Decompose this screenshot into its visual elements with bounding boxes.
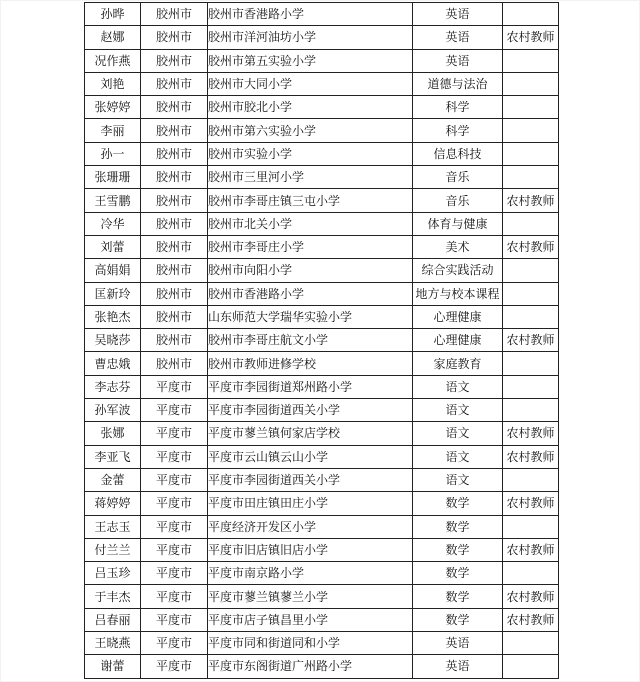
city-cell: 胶州市 [141, 212, 208, 235]
teacher-name-cell: 吕玉珍 [85, 562, 141, 585]
teacher-name-cell: 谢蕾 [85, 655, 141, 678]
table-row [85, 375, 559, 398]
school-cell: 胶州市胶北小学 [208, 96, 413, 119]
teacher-name-cell: 刘艳 [85, 72, 141, 95]
table-row [85, 632, 559, 655]
subject-cell: 心理健康 [413, 305, 503, 328]
city-cell: 平度市 [141, 375, 208, 398]
table-row [85, 492, 559, 515]
city-cell: 胶州市 [141, 119, 208, 142]
school-cell: 胶州市洋河油坊小学 [208, 26, 413, 49]
school-cell: 平度市东阁街道广州路小学 [208, 655, 413, 678]
city-cell: 胶州市 [141, 235, 208, 258]
subject-cell: 心理健康 [413, 329, 503, 352]
school-cell: 平度市蓼兰镇何家店学校 [208, 422, 413, 445]
table-row [85, 49, 559, 72]
city-cell: 胶州市 [141, 166, 208, 189]
subject-cell: 英语 [413, 655, 503, 678]
table-row [85, 305, 559, 328]
teacher-name-cell: 王雪鹏 [85, 189, 141, 212]
city-cell: 平度市 [141, 492, 208, 515]
subject-cell: 语文 [413, 445, 503, 468]
note-cell: 农村教师 [503, 492, 559, 515]
school-cell: 胶州市三里河小学 [208, 166, 413, 189]
table-row [85, 655, 559, 678]
subject-cell: 数学 [413, 585, 503, 608]
table-row [85, 538, 559, 561]
city-cell: 胶州市 [141, 282, 208, 305]
school-cell: 胶州市香港路小学 [208, 282, 413, 305]
note-cell [503, 72, 559, 95]
note-cell [503, 166, 559, 189]
city-cell: 胶州市 [141, 352, 208, 375]
teacher-name-cell: 张娜 [85, 422, 141, 445]
subject-cell: 英语 [413, 3, 503, 26]
teacher-name-cell: 况作燕 [85, 49, 141, 72]
school-cell: 胶州市实验小学 [208, 142, 413, 165]
subject-cell: 英语 [413, 49, 503, 72]
city-cell: 平度市 [141, 515, 208, 538]
table-row [85, 352, 559, 375]
note-cell: 农村教师 [503, 585, 559, 608]
teacher-name-cell: 孙军波 [85, 399, 141, 422]
school-cell: 平度市云山镇云山小学 [208, 445, 413, 468]
teacher-name-cell: 匡新玲 [85, 282, 141, 305]
subject-cell: 数学 [413, 538, 503, 561]
teacher-name-cell: 蒋婷婷 [85, 492, 141, 515]
roster-table-body [85, 3, 559, 679]
subject-cell: 综合实践活动 [413, 259, 503, 282]
school-cell: 平度市李园街道西关小学 [208, 399, 413, 422]
school-cell: 胶州市李哥庄航文小学 [208, 329, 413, 352]
school-cell: 平度市李园街道郑州路小学 [208, 375, 413, 398]
school-cell: 胶州市香港路小学 [208, 3, 413, 26]
note-cell [503, 49, 559, 72]
subject-cell: 道德与法治 [413, 72, 503, 95]
table-row [85, 259, 559, 282]
subject-cell: 家庭教育 [413, 352, 503, 375]
subject-cell: 英语 [413, 26, 503, 49]
subject-cell: 数学 [413, 515, 503, 538]
subject-cell: 语文 [413, 399, 503, 422]
note-cell: 农村教师 [503, 445, 559, 468]
school-cell: 胶州市大同小学 [208, 72, 413, 95]
city-cell: 胶州市 [141, 49, 208, 72]
teacher-roster-table [84, 2, 559, 679]
teacher-name-cell: 孙晔 [85, 3, 141, 26]
table-row [85, 166, 559, 189]
note-cell: 农村教师 [503, 329, 559, 352]
table-row [85, 562, 559, 585]
note-cell [503, 468, 559, 491]
city-cell: 平度市 [141, 585, 208, 608]
table-row [85, 282, 559, 305]
teacher-name-cell: 张婷婷 [85, 96, 141, 119]
school-cell: 平度市李园街道西关小学 [208, 468, 413, 491]
table-row [85, 3, 559, 26]
school-cell: 胶州市教师进修学校 [208, 352, 413, 375]
teacher-name-cell: 李亚飞 [85, 445, 141, 468]
city-cell: 平度市 [141, 468, 208, 491]
note-cell [503, 119, 559, 142]
note-cell [503, 96, 559, 119]
table-row [85, 142, 559, 165]
city-cell: 平度市 [141, 632, 208, 655]
school-cell: 平度市蓼兰镇蓼兰小学 [208, 585, 413, 608]
note-cell [503, 562, 559, 585]
note-cell: 农村教师 [503, 538, 559, 561]
table-row [85, 445, 559, 468]
note-cell [503, 632, 559, 655]
subject-cell: 英语 [413, 632, 503, 655]
subject-cell: 数学 [413, 492, 503, 515]
subject-cell: 地方与校本课程 [413, 282, 503, 305]
city-cell: 胶州市 [141, 259, 208, 282]
city-cell: 胶州市 [141, 329, 208, 352]
table-row [85, 119, 559, 142]
subject-cell: 语文 [413, 468, 503, 491]
note-cell [503, 3, 559, 26]
teacher-name-cell: 李丽 [85, 119, 141, 142]
teacher-name-cell: 曹忠娥 [85, 352, 141, 375]
teacher-name-cell: 张艳杰 [85, 305, 141, 328]
note-cell [503, 655, 559, 678]
subject-cell: 音乐 [413, 166, 503, 189]
table-row [85, 329, 559, 352]
teacher-name-cell: 王晓燕 [85, 632, 141, 655]
table-row [85, 468, 559, 491]
teacher-name-cell: 王志玉 [85, 515, 141, 538]
school-cell: 山东师范大学瑞华实验小学 [208, 305, 413, 328]
teacher-name-cell: 张珊珊 [85, 166, 141, 189]
note-cell: 农村教师 [503, 189, 559, 212]
school-cell: 胶州市第五实验小学 [208, 49, 413, 72]
school-cell: 胶州市第六实验小学 [208, 119, 413, 142]
city-cell: 平度市 [141, 538, 208, 561]
school-cell: 平度市同和街道同和小学 [208, 632, 413, 655]
teacher-name-cell: 于丰杰 [85, 585, 141, 608]
teacher-name-cell: 吕春丽 [85, 608, 141, 631]
subject-cell: 美术 [413, 235, 503, 258]
note-cell: 农村教师 [503, 26, 559, 49]
city-cell: 胶州市 [141, 72, 208, 95]
teacher-name-cell: 付兰兰 [85, 538, 141, 561]
teacher-name-cell: 李志芬 [85, 375, 141, 398]
school-cell: 胶州市李哥庄小学 [208, 235, 413, 258]
subject-cell: 体育与健康 [413, 212, 503, 235]
subject-cell: 科学 [413, 119, 503, 142]
subject-cell: 信息科技 [413, 142, 503, 165]
subject-cell: 数学 [413, 608, 503, 631]
note-cell [503, 212, 559, 235]
city-cell: 平度市 [141, 608, 208, 631]
subject-cell: 语文 [413, 375, 503, 398]
table-row [85, 422, 559, 445]
teacher-name-cell: 金蕾 [85, 468, 141, 491]
city-cell: 胶州市 [141, 305, 208, 328]
city-cell: 平度市 [141, 399, 208, 422]
table-row [85, 608, 559, 631]
school-cell: 胶州市李哥庄镇三屯小学 [208, 189, 413, 212]
table-row [85, 235, 559, 258]
subject-cell: 音乐 [413, 189, 503, 212]
subject-cell: 语文 [413, 422, 503, 445]
school-cell: 胶州市北关小学 [208, 212, 413, 235]
note-cell: 农村教师 [503, 422, 559, 445]
teacher-name-cell: 高娟娟 [85, 259, 141, 282]
teacher-name-cell: 孙一 [85, 142, 141, 165]
table-row [85, 585, 559, 608]
table-row [85, 189, 559, 212]
teacher-name-cell: 刘蕾 [85, 235, 141, 258]
note-cell: 农村教师 [503, 235, 559, 258]
city-cell: 胶州市 [141, 3, 208, 26]
note-cell [503, 142, 559, 165]
teacher-name-cell: 冷华 [85, 212, 141, 235]
city-cell: 胶州市 [141, 26, 208, 49]
table-row [85, 515, 559, 538]
teacher-name-cell: 赵娜 [85, 26, 141, 49]
subject-cell: 科学 [413, 96, 503, 119]
note-cell [503, 375, 559, 398]
teacher-name-cell: 吴晓莎 [85, 329, 141, 352]
table-row [85, 399, 559, 422]
city-cell: 平度市 [141, 422, 208, 445]
note-cell: 农村教师 [503, 608, 559, 631]
city-cell: 平度市 [141, 655, 208, 678]
note-cell [503, 259, 559, 282]
note-cell [503, 515, 559, 538]
note-cell [503, 282, 559, 305]
note-cell [503, 305, 559, 328]
school-cell: 平度市南京路小学 [208, 562, 413, 585]
table-row [85, 96, 559, 119]
table-row [85, 212, 559, 235]
school-cell: 平度市田庄镇田庄小学 [208, 492, 413, 515]
table-row [85, 26, 559, 49]
city-cell: 胶州市 [141, 142, 208, 165]
subject-cell: 数学 [413, 562, 503, 585]
city-cell: 平度市 [141, 562, 208, 585]
school-cell: 胶州市向阳小学 [208, 259, 413, 282]
city-cell: 胶州市 [141, 189, 208, 212]
school-cell: 平度市旧店镇旧店小学 [208, 538, 413, 561]
city-cell: 胶州市 [141, 96, 208, 119]
school-cell: 平度市店子镇昌里小学 [208, 608, 413, 631]
school-cell: 平度经济开发区小学 [208, 515, 413, 538]
note-cell [503, 352, 559, 375]
note-cell [503, 399, 559, 422]
city-cell: 平度市 [141, 445, 208, 468]
table-row [85, 72, 559, 95]
